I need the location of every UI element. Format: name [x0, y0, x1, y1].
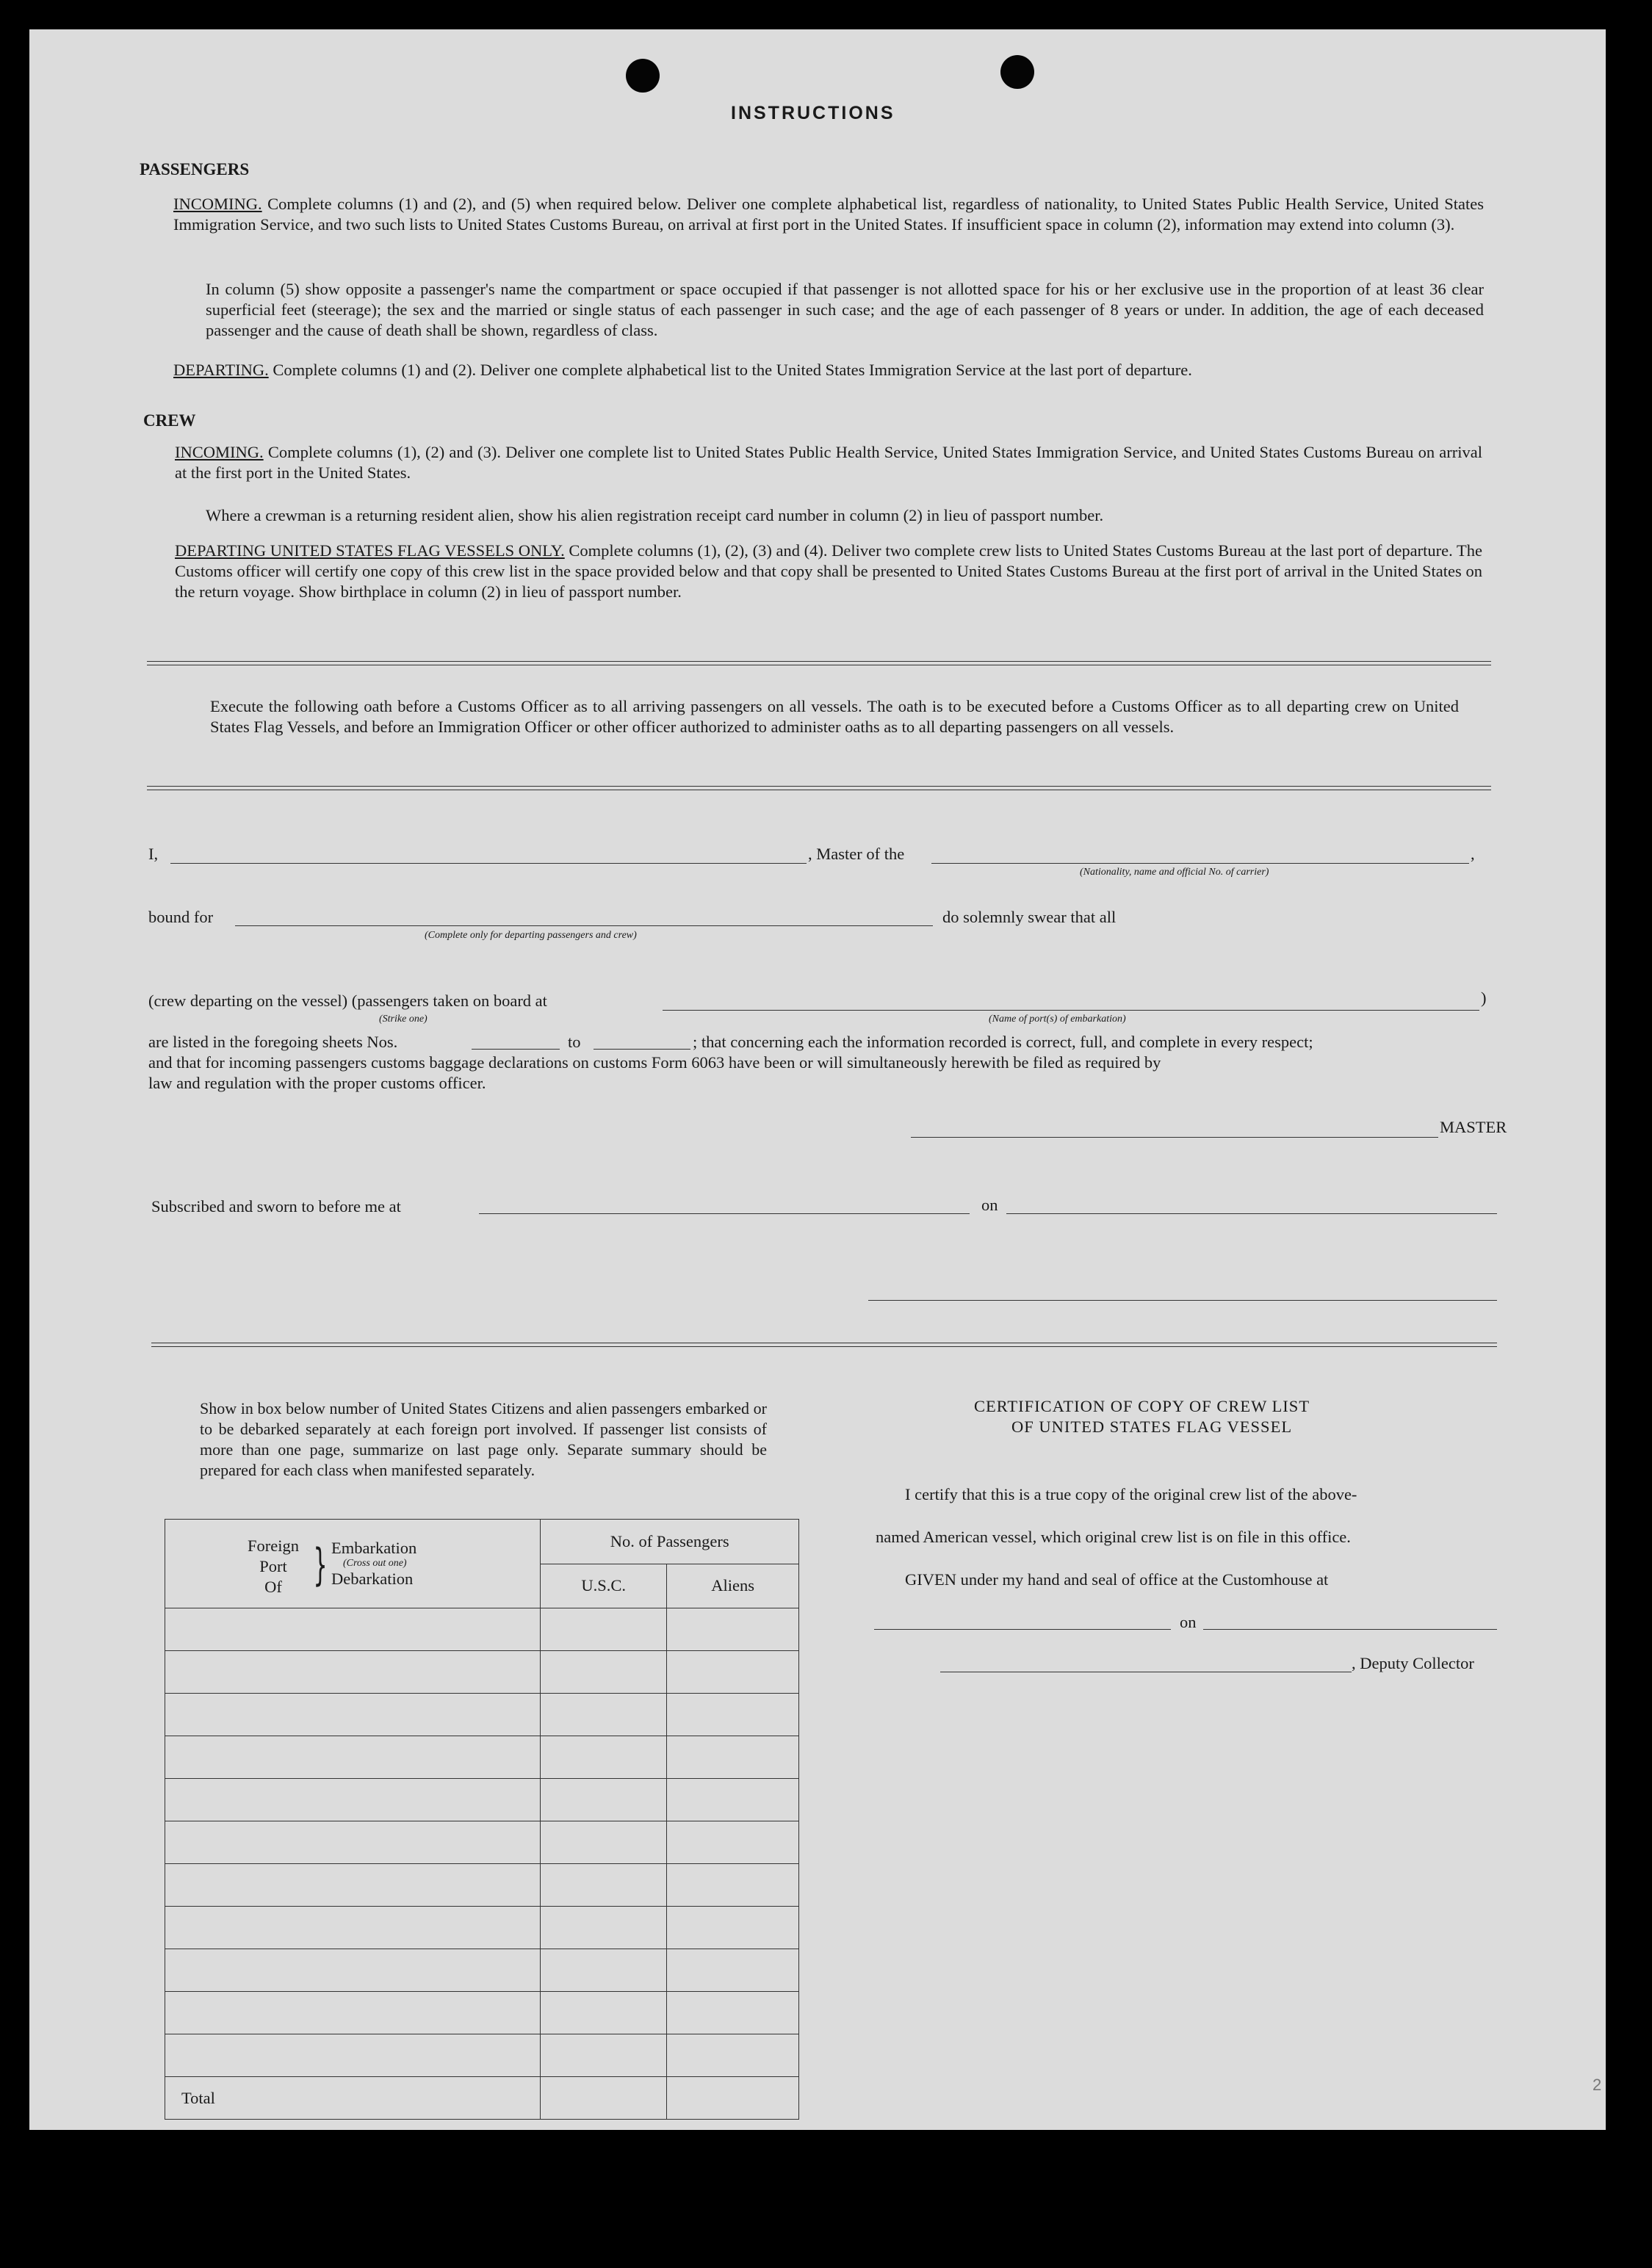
crew-departing-text: (crew departing on the vessel) (passengers taken on board at: [148, 992, 547, 1010]
foreign-port-of-label: [248, 1536, 299, 1597]
port-cell[interactable]: [165, 2034, 541, 2077]
aliens-cell[interactable]: [667, 1992, 799, 2034]
debarkation-label: Debarkation: [331, 1570, 414, 1588]
subscribed-date-field[interactable]: [1006, 1213, 1497, 1214]
subscribed-place-field[interactable]: [479, 1213, 970, 1214]
table-row: [165, 1949, 799, 1992]
usc-header: U.S.C.: [541, 1564, 667, 1608]
passengers-departing-text: Complete columns (1) and (2). Deliver one complete alphabetical list to the United States Immigration Service at the last port of departure.: [273, 361, 1192, 379]
usc-cell[interactable]: [541, 1992, 667, 2034]
usc-cell[interactable]: [541, 2034, 667, 2077]
usc-cell[interactable]: [541, 1608, 667, 1651]
deputy-collector-label: , Deputy Collector: [1352, 1654, 1474, 1672]
passengers-incoming-lead: INCOMING.: [173, 195, 262, 213]
carrier-comma: ,: [1471, 845, 1475, 863]
divider-rule: [147, 661, 1491, 665]
passengers-departing-paragraph: [173, 360, 1484, 380]
certification-on-label: on: [1180, 1613, 1197, 1631]
certification-title-line1: CERTIFICATION OF COPY OF CREW LIST: [974, 1397, 1310, 1415]
aliens-cell[interactable]: [667, 1821, 799, 1864]
certification-line3: GIVEN under my hand and seal of office at the Customhouse at: [905, 1570, 1329, 1589]
crew-incoming-text: Complete columns (1), (2) and (3). Deliver one complete list to United States Public Health Service, United States Immigration Service, and United States Customs Bureau on arrival at the first port in the United States.: [175, 443, 1482, 482]
subscribed-on-label: on: [981, 1196, 998, 1214]
port-cell[interactable]: [165, 1736, 541, 1779]
bound-for-note: (Complete only for departing passengers and crew): [425, 930, 637, 941]
no-of-passengers-header: No. of Passengers: [541, 1520, 799, 1564]
table-row: [165, 1694, 799, 1736]
port-cell[interactable]: [165, 1779, 541, 1821]
table-row: [165, 1907, 799, 1949]
crew-incoming-paragraph: [175, 442, 1482, 483]
listed-to-label: to: [568, 1033, 581, 1051]
table-row: [165, 1864, 799, 1907]
bound-for-field[interactable]: [235, 925, 933, 926]
port-label: Port: [259, 1557, 287, 1575]
usc-cell[interactable]: [541, 1779, 667, 1821]
aliens-cell[interactable]: [667, 1907, 799, 1949]
bound-for-label: bound for: [148, 908, 214, 926]
oath-i-label: I,: [148, 845, 159, 863]
carrier-note: (Nationality, name and official No. of carrier): [1080, 867, 1269, 878]
port-header-cell: [165, 1520, 541, 1608]
aliens-cell[interactable]: [667, 1779, 799, 1821]
strike-one-note: (Strike one): [379, 1014, 428, 1025]
passengers-incoming-text: Complete columns (1) and (2), and (5) when required below. Deliver one complete alphabetical list, regardless of nationality, to United States Public Health Service, United States Immigration Service, and two such lists to United States Customs Bureau, on arrival at first port in the United States. If insufficient space in column (2), information may extend into column (3).: [173, 195, 1485, 234]
total-usc-cell[interactable]: [541, 2077, 667, 2120]
page-number: 2: [1593, 2076, 1602, 2094]
solemnly-swear-text: do solemnly swear that all: [942, 908, 1117, 926]
passengers-departing-lead: DEPARTING.: [173, 361, 269, 379]
port-cell[interactable]: [165, 1694, 541, 1736]
oath-line3: law and regulation with the proper customs officer.: [148, 1074, 486, 1092]
crew-heading: CREW: [143, 411, 196, 430]
aliens-cell[interactable]: [667, 1651, 799, 1694]
port-cell[interactable]: [165, 1608, 541, 1651]
usc-cell[interactable]: [541, 1821, 667, 1864]
usc-cell[interactable]: [541, 1651, 667, 1694]
listed-rest-text: ; that concerning each the information recorded is correct, full, and complete in every respect;: [693, 1033, 1313, 1051]
of-label: Of: [264, 1578, 282, 1596]
ports-note: (Name of port(s) of embarkation): [989, 1014, 1126, 1025]
punch-hole-left: [626, 59, 660, 93]
certification-line1: I certify that this is a true copy of the original crew list of the above-: [905, 1485, 1357, 1503]
passenger-summary-table: [165, 1519, 799, 2120]
usc-cell[interactable]: [541, 1864, 667, 1907]
sheet-to-field[interactable]: [594, 1049, 690, 1050]
total-label: Total: [165, 2077, 541, 2120]
certification-date-field[interactable]: [1203, 1629, 1497, 1630]
master-name-field[interactable]: [170, 863, 807, 864]
close-paren: ): [1481, 989, 1487, 1007]
aliens-cell[interactable]: [667, 1736, 799, 1779]
table-row: [165, 1821, 799, 1864]
crew-returning-paragraph: Where a crewman is a returning resident alien, show his alien registration receipt card number in column (2) in lieu of passport number.: [206, 506, 1104, 524]
oath-instruction-paragraph: Execute the following oath before a Customs Officer as to all arriving passengers on all vessels. The oath is to be executed before a Customs Officer as to all departing crew on United States Flag Vessels, and before an Immigration Officer or other officer authorized to administer oaths as to all departing passengers on all vessels.: [210, 697, 1459, 736]
crew-departing-text: Complete columns (1), (2), (3) and (4). Deliver two complete crew lists to United States Customs Bureau at the last port of departure. The Customs officer will certify one copy of this crew list in the space provided below and that copy shall be presented to United States Customs Bureau at the first port of arrival in the United States on the return voyage. Show birthplace in column (2) in lieu of passport number.: [175, 541, 1482, 601]
crew-departing-lead: DEPARTING UNITED STATES FLAG VESSELS ONLY.: [175, 541, 565, 560]
port-cell[interactable]: [165, 1864, 541, 1907]
customhouse-field[interactable]: [874, 1629, 1171, 1630]
certification-line2: named American vessel, which original crew list is on file in this office.: [876, 1528, 1351, 1546]
port-cell[interactable]: [165, 1651, 541, 1694]
usc-cell[interactable]: [541, 1694, 667, 1736]
port-cell[interactable]: [165, 1949, 541, 1992]
usc-cell[interactable]: [541, 1949, 667, 1992]
punch-hole-right: [1000, 55, 1034, 89]
divider-rule: [147, 786, 1491, 790]
usc-cell[interactable]: [541, 1736, 667, 1779]
table-row: [165, 1736, 799, 1779]
aliens-cell[interactable]: [667, 1864, 799, 1907]
foreign-label: Foreign: [248, 1536, 299, 1555]
subscribed-label: Subscribed and sworn to before me at: [151, 1197, 401, 1216]
certification-title-line2: OF UNITED STATES FLAG VESSEL: [1011, 1418, 1293, 1436]
aliens-cell[interactable]: [667, 1694, 799, 1736]
aliens-cell[interactable]: [667, 1608, 799, 1651]
master-label: MASTER: [1440, 1118, 1507, 1136]
carrier-field[interactable]: [931, 863, 1469, 864]
officer-signature-field[interactable]: [868, 1300, 1497, 1301]
passengers-column5-paragraph: In column (5) show opposite a passenger's name the compartment or space occupied if that passenger is not allotted space for his or her exclusive use in the proportion of at least 36 clear superficial feet (steerage); the sex and the married or single status of each passenger in such case; and the age of each passenger of 8 years or under. In addition, the age of each deceased passenger and the cause of death shall be shown, regardless of class.: [206, 280, 1484, 339]
sheet-from-field[interactable]: [472, 1049, 560, 1050]
table-row: [165, 1651, 799, 1694]
table-row: [165, 1608, 799, 1651]
crew-incoming-lead: INCOMING.: [175, 443, 264, 461]
master-of-the-label: , Master of the: [808, 845, 905, 863]
aliens-header: Aliens: [667, 1564, 799, 1608]
usc-cell[interactable]: [541, 1907, 667, 1949]
embarkation-group: [331, 1539, 416, 1589]
cross-out-note: (Cross out one): [343, 1558, 407, 1569]
instructions-title: INSTRUCTIONS: [731, 103, 895, 123]
summary-instruction-paragraph: Show in box below number of United States Citizens and alien passengers embarked or to be debarked separately at each foreign port involved. If passenger list consists of more than one page, summarize on last page only. Separate summary should be prepared for each class when manifested separately.: [200, 1399, 767, 1479]
divider-rule: [151, 1343, 1497, 1347]
passengers-heading: PASSENGERS: [140, 160, 250, 178]
total-aliens-cell[interactable]: [667, 2077, 799, 2120]
listed-sheets-label: are listed in the foregoing sheets Nos.: [148, 1033, 398, 1051]
port-cell[interactable]: [165, 1907, 541, 1949]
aliens-cell[interactable]: [667, 1949, 799, 1992]
table-row: [165, 1779, 799, 1821]
port-cell[interactable]: [165, 1992, 541, 2034]
ports-of-embarkation-field[interactable]: [663, 1010, 1479, 1011]
master-signature-field[interactable]: [911, 1137, 1438, 1138]
table-row: [165, 2034, 799, 2077]
passengers-incoming-paragraph: [173, 194, 1484, 235]
crew-departing-paragraph: [175, 541, 1482, 602]
form-page: [29, 29, 1606, 2130]
port-cell[interactable]: [165, 1821, 541, 1864]
aliens-cell[interactable]: [667, 2034, 799, 2077]
oath-line2: and that for incoming passengers customs baggage declarations on customs Form 6063 have been or will simultaneously herewith be filed as required by: [148, 1053, 1161, 1072]
brace-icon: }: [313, 1539, 328, 1591]
embarkation-label: Embarkation: [331, 1539, 417, 1557]
table-row: [165, 1992, 799, 2034]
